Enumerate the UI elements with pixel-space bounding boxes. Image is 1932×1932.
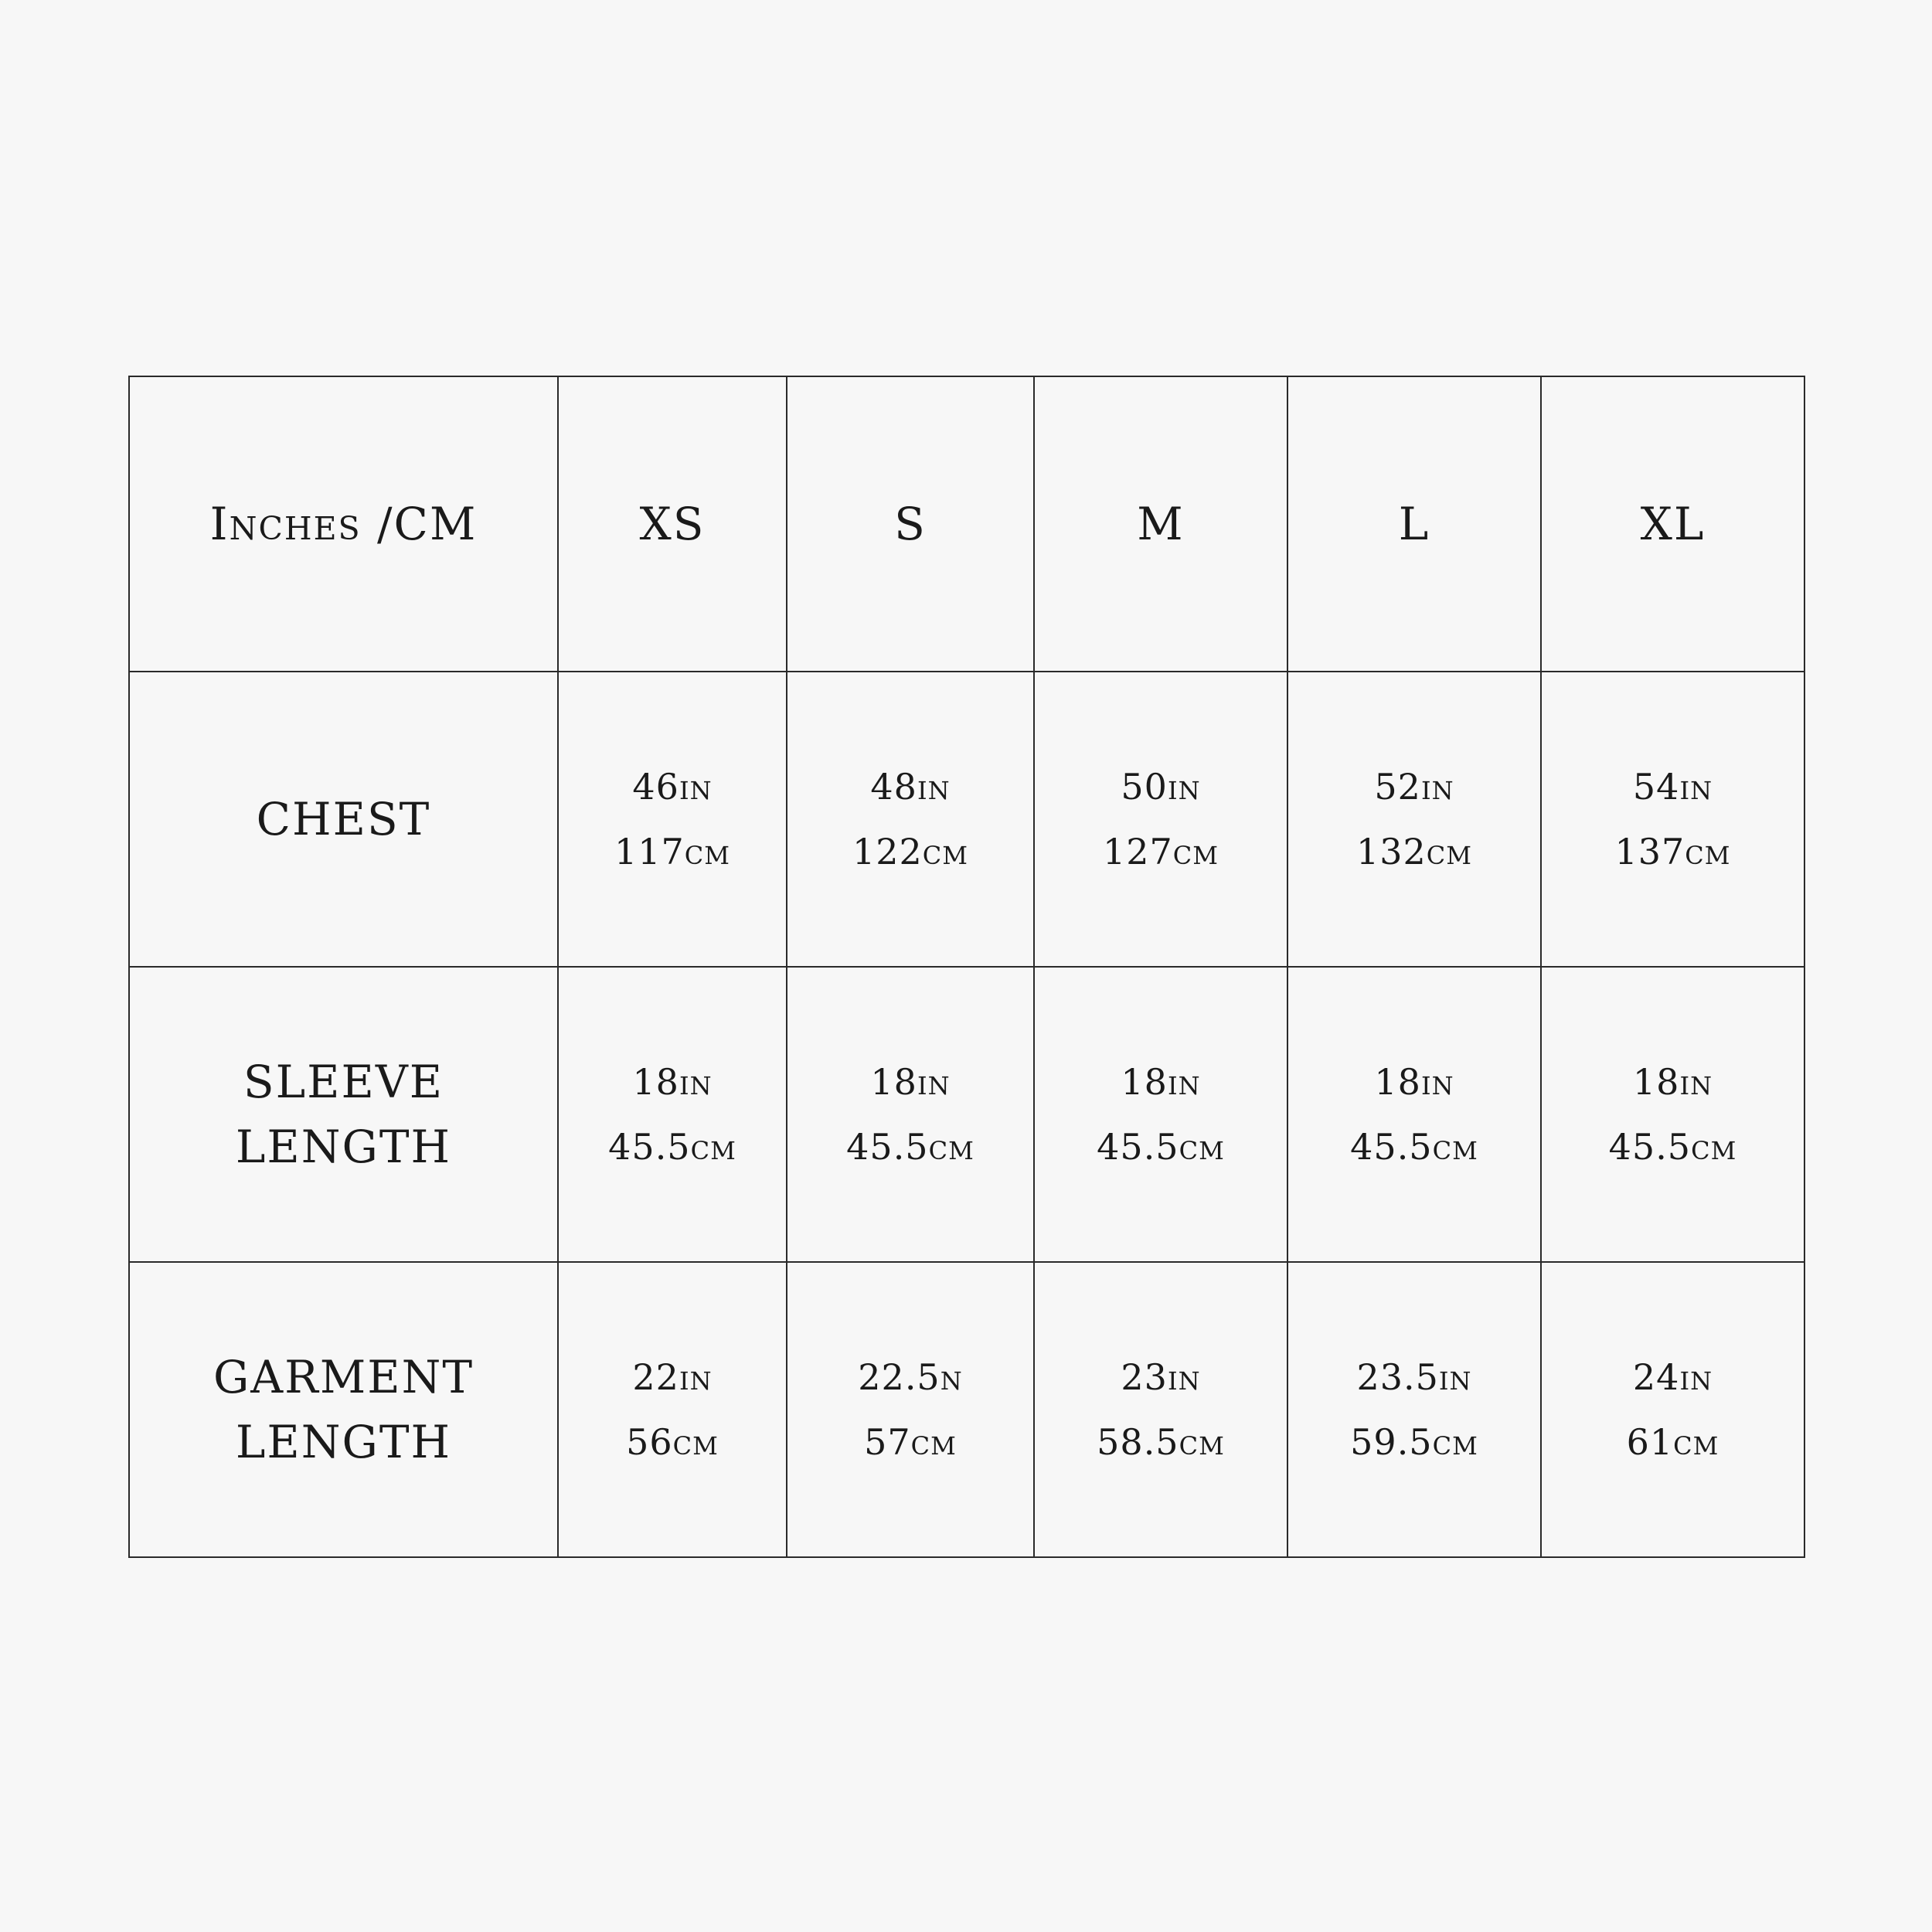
size-header-m: M (1034, 376, 1287, 672)
garment-m-cell (1034, 1262, 1287, 1557)
value-inches: 48in (870, 766, 951, 808)
size-header-xl: XL (1541, 376, 1804, 672)
value-cm: 59.5cm (1350, 1421, 1478, 1463)
value-cm: 58.5cm (1097, 1421, 1225, 1463)
sleeve-xs-cell (558, 967, 787, 1262)
row-label-chest (129, 672, 558, 967)
row-label-line: LENGTH (235, 1416, 452, 1468)
header-row (129, 376, 1804, 672)
value-cm: 117cm (614, 831, 731, 872)
sleeve-length-row (129, 967, 1804, 1262)
value-cm: 127cm (1102, 831, 1219, 872)
garment-length-row (129, 1262, 1804, 1557)
sleeve-m-cell (1034, 967, 1287, 1262)
row-label-line: GARMENT (213, 1350, 474, 1403)
chest-xl-cell (1541, 672, 1804, 967)
value-inches: 18in (1374, 1061, 1454, 1103)
value-inches: 22.5n (858, 1356, 963, 1398)
garment-xs-cell (558, 1262, 787, 1557)
size-header-xs: XS (558, 376, 787, 672)
value-cm: 56cm (626, 1421, 719, 1463)
row-label-sleeve-length (129, 967, 558, 1262)
value-cm: 57cm (864, 1421, 957, 1463)
size-header-l: L (1287, 376, 1541, 672)
sleeve-xl-cell (1541, 967, 1804, 1262)
garment-xl-cell (1541, 1262, 1804, 1557)
value-cm: 45.5cm (1608, 1126, 1737, 1168)
value-inches: 18in (870, 1061, 951, 1103)
chest-s-cell (787, 672, 1034, 967)
value-inches: 18in (1632, 1061, 1713, 1103)
value-inches: 23.5in (1356, 1356, 1472, 1398)
value-cm: 137cm (1614, 831, 1731, 872)
value-cm: 45.5cm (608, 1126, 736, 1168)
value-inches: 18in (632, 1061, 713, 1103)
size-chart-table (128, 376, 1805, 1558)
value-inches: 54in (1632, 766, 1713, 808)
value-cm: 122cm (852, 831, 969, 872)
chest-l-cell (1287, 672, 1541, 967)
sleeve-s-cell (787, 967, 1034, 1262)
value-inches: 22in (632, 1356, 713, 1398)
value-cm: 45.5cm (1097, 1126, 1225, 1168)
row-label-garment-length (129, 1262, 558, 1557)
value-inches: 18in (1121, 1061, 1201, 1103)
value-inches: 46in (632, 766, 713, 808)
units-header: Inches /CM (129, 376, 558, 672)
garment-l-cell (1287, 1262, 1541, 1557)
value-inches: 24in (1632, 1356, 1713, 1398)
chest-row (129, 672, 1804, 967)
value-cm: 45.5cm (1350, 1126, 1478, 1168)
row-label-line: LENGTH (235, 1121, 452, 1173)
sleeve-l-cell (1287, 967, 1541, 1262)
size-header-s: S (787, 376, 1034, 672)
value-inches: 23in (1121, 1356, 1201, 1398)
value-cm: 132cm (1355, 831, 1473, 872)
value-cm: 45.5cm (846, 1126, 975, 1168)
value-inches: 52in (1374, 766, 1454, 808)
garment-s-cell (787, 1262, 1034, 1557)
value-inches: 50in (1121, 766, 1201, 808)
value-cm: 61cm (1626, 1421, 1719, 1463)
row-label-line: CHEST (256, 792, 431, 845)
chest-m-cell (1034, 672, 1287, 967)
row-label-line: SLEEVE (243, 1055, 444, 1108)
chest-xs-cell (558, 672, 787, 967)
